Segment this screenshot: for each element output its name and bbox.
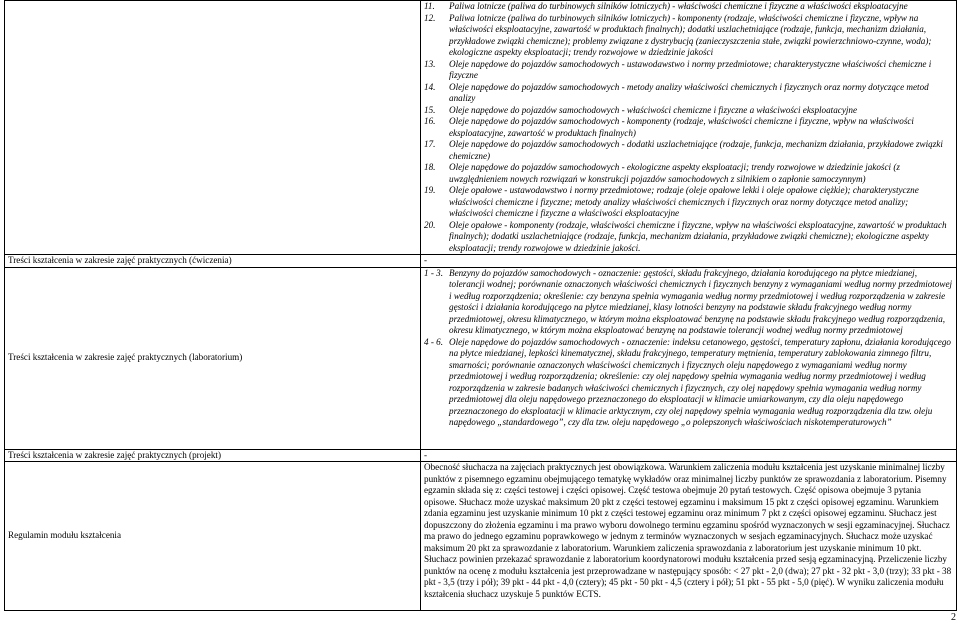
topic-item-number: 19. <box>424 185 436 195</box>
topic-item-number: 13. <box>424 58 436 69</box>
topic-item <box>424 105 953 117</box>
table-row <box>5 255 957 268</box>
topic-item-number: 17. <box>424 139 436 149</box>
topic-item <box>424 1 953 13</box>
topic-item <box>424 82 953 105</box>
row-label-cwiczenia: Treści kształcenia w zakresie zajęć praktycznych (ćwiczenia) <box>5 255 421 268</box>
lab-item <box>424 268 953 337</box>
regulamin-text: Obecność słuchacza na zajęciach praktycznych jest obowiązkowa. Warunkiem zaliczenia modułu kształcenia jest uzyskanie minimalnej liczby punktów z pisemnego egzaminu obejmującego tematykę wykładów oraz minimalnej liczby punktów ze sprawozdania z laboratorium. Pisemny egzamin składa się z: części testowej i części opisowej. Część testowa obejmuje 20 pytań testowych. Część opisowa obejmuje 3 pytania opisowe. Słuchacz może uzyskać maksimum 20 pkt z części testowej egzaminu i maksimum 15 pkt z części opisowej egzaminu. Warunkiem zdania egzaminu jest uzyskanie minimum 10 pkt z części testowej egzaminu oraz minimum 7 pkt z części opisowej egzaminu. Słuchacz jest dopuszczony do złożenia egzaminu i ma prawo wyboru dowolnego terminu egzaminu spośród wyznaczonych w sesji egzaminacyjnej. Słuchacz ma prawo do jednego egzaminu poprawkowego w jednym z terminów wyznaczonych w sesjach egzaminacyjnych. Słuchacz może uzyskać maksimum 20 pkt za sprawozdanie z laboratorium. Warunkiem zaliczenia sprawozdania z laboratorium jest uzyskanie minimum 10 pkt. Słuchacz powinien przekazać sprawozdanie z laboratorium koordynatorowi modułu kształcenia przed sesją egzaminacyjną. Przeliczenie liczby punktów na ocenę z modułu kształcenia jest przeprowadzane w następujący sposób: < 27 pkt - 2,0 (dwa); 27 pkt - 32 pkt - 3,0 (trzy); 33 pkt - 38 pkt - 3,5 (trzy i pół); 39 pkt - 44 pkt - 4,0 (cztery); 45 pkt - 50 pkt - 4,5 (cztery i pół); 51 pkt - 55 pkt - 5,0 (pięć). W wyniku zaliczenia modułu kształcenia słuchacz uzyskuje 5 punktów ECTS. <box>424 462 952 599</box>
topic-item-number: 14. <box>424 81 436 92</box>
topic-item-number: 11. <box>424 1 435 11</box>
topic-item-number: 20. <box>424 219 436 230</box>
row-value-laboratorium <box>421 267 957 449</box>
topic-item <box>424 116 953 139</box>
topic-item-text: Oleje napędowe do pojazdów samochodowych - komponenty (rodzaje, właściwości chemiczne i fizyczne, wpływ na właściwości eksploatacyjne, zawartość w produktach finalnych) <box>449 116 914 138</box>
topic-item-text: Oleje napędowe do pojazdów samochodowych - ustawodawstwo i normy przedmiotowe; charakterystyczne właściwości chemiczne i fizyczne <box>449 58 932 80</box>
page-number: 2 <box>951 612 956 623</box>
topic-item-number: 12. <box>424 12 436 23</box>
row-label-regulamin: Regulamin modułu kształcenia <box>5 462 421 611</box>
topic-item-text: Oleje napędowe do pojazdów samochodowych - właściwości chemiczne i fizyczne a właściwości eksploatacyjne <box>449 104 858 115</box>
content-topics-list <box>421 1 957 255</box>
table-row <box>5 462 957 611</box>
syllabus-document <box>4 0 957 611</box>
lab-item <box>424 337 953 429</box>
syllabus-table <box>4 0 957 611</box>
topic-item-text: Paliwa lotnicze (paliwa do turbinowych silników lotniczych) - komponenty (rodzaje, właściwości chemiczne i fizyczne, wpływ na właściwości eksploatacyjne, zawartość w produktach finalnych); dodatki uszlachetniające (rodzaje, funkcja, mechanizm działania, przykładowe związki chemiczne); problemy związane z dystrybucją (zanieczyszczenia stałe, związki powierzchniowo-czynne, woda); ekologiczne aspekty eksploatacji; trendy rozwojowe w dziedzinie jakości <box>449 12 932 57</box>
lab-item-number: 4 - 6. <box>424 336 444 347</box>
row-label-laboratorium: Treści kształcenia w zakresie zajęć praktycznych (laboratorium) <box>5 267 421 449</box>
topic-item <box>424 220 953 255</box>
topic-item-number: 18. <box>424 162 436 172</box>
table-row <box>5 267 957 449</box>
topic-item <box>424 162 953 185</box>
topic-item <box>424 139 953 162</box>
row-value-regulamin <box>421 462 957 611</box>
topic-item-text: Paliwa lotnicze (paliwa do turbinowych silników lotniczych) - właściwości chemiczne i fizyczne a właściwości eksploatacyjne <box>449 1 908 11</box>
lab-item-text: Benzyny do pojazdów samochodowych - oznaczenie: gęstości, składu frakcyjnego, działania korodującego na płytce miedzianej, tolerancji wodnej; porównanie oznaczonych właściwości chemicznych i fizycznych benzyny z wymaganiami według normy przedmiotowej i według rozporządzenia; określenie: czy benzyna spełnia wymagania według normy przedmiotowej i według rozporządzenia w zakresie gęstości i działania korodującego na płytce miedzianej, klasy lotności benzyny na podstawie składu frakcyjnego według normy przedmiotowej, okresu klimatycznego, w którym można eksploatować benzynę na podstawie składu frakcyjnego według rozporządzenia, okresu klimatycznego, w którym można eksploatować benzynę na podstawie tolerancji wodnej według normy przedmiotowej <box>449 267 953 335</box>
topic-item-text: Oleje napędowe do pojazdów samochodowych - metody analizy właściwości chemicznych i fizycznych oraz normy dotyczące metod analizy <box>449 81 929 103</box>
table-row <box>5 449 957 462</box>
lab-item-text: Oleje napędowe do pojazdów samochodowych - oznaczenie: indeksu cetanowego, gęstości, temperatury zapłonu, działania korodującego na płytce miedzianej, lepkości kinematycznej, składu frakcyjnego, temperatury mętnienia, temperatury zablokowania zimnego filtru, smarności; porównanie oznaczonych właściwości chemicznych i fizycznych oleju napędowego z wymaganiami według normy przedmiotowej i według rozporządzenia; określenie: czy olej napędowy spełnia wymagania według normy przedmiotowej i według rozporządzenia w zakresie badanych właściwości chemicznych i fizycznych, czy olej napędowy spełnia wymagania według normy przedmiotowej dla oleju napędowego przeznaczonego do eksploatacji w klimacie umiarkowanym, czy dla oleju napędowego przeznaczonego do eksploatacji w klimacie arktycznym, czy olej napędowy spełnia wymagania według rozporządzenia dla tzw. oleju napędowego „standardowego”, czy dla tzw. oleju napędowego „o polepszonych właściwościach niskotemperaturowych” <box>449 336 951 427</box>
row-value-projekt: - <box>421 449 957 462</box>
table-row <box>5 1 957 255</box>
label-cell-empty <box>5 1 421 255</box>
topic-item <box>424 59 953 82</box>
row-value-cwiczenia: - <box>421 255 957 268</box>
topic-item-text: Oleje napędowe do pojazdów samochodowych - dodatki uszlachetniające (rodzaje, funkcja, mechanizm działania, przykładowe związki chemiczne) <box>449 139 943 161</box>
topic-item-number: 16. <box>424 116 436 126</box>
row-label-projekt: Treści kształcenia w zakresie zajęć praktycznych (projekt) <box>5 449 421 462</box>
topic-item <box>424 185 953 220</box>
topic-item-text: Oleje opałowe - ustawodawstwo i normy przedmiotowe; rodzaje (oleje opałowe lekki i oleje opałowe ciężkie); charakterystyczne właściwości chemiczne i fizyczne; metody analizy właściwości chemicznych i fizycznych oraz normy dotyczące metod analizy; właściwości chemiczne i fizyczne a właściwości eksploatacyjne <box>449 185 919 218</box>
topic-item-text: Oleje napędowe do pojazdów samochodowych - ekologiczne aspekty eksploatacji; trendy rozwojowe w dziedzinie jakości (z uwzględnieniem nowych rozwiązań w konstrukcji pojazdów samochodowych z silnikiem o zapłonie samoczynnym) <box>449 162 900 184</box>
topic-item-text: Oleje opałowe - komponenty (rodzaje, właściwości chemiczne i fizyczne, wpływ na właściwości eksploatacyjne, zawartość w produktach finalnych); dodatki uszlachetniające (rodzaje, funkcja, mechanizm działania, przykładowe związki chemiczne); ekologiczne aspekty eksploatacji; trendy rozwojowe w dziedzinie jakości. <box>449 219 947 253</box>
topic-item <box>424 13 953 59</box>
topic-item-number: 15. <box>424 104 436 115</box>
lab-item-number: 1 - 3. <box>424 267 444 278</box>
